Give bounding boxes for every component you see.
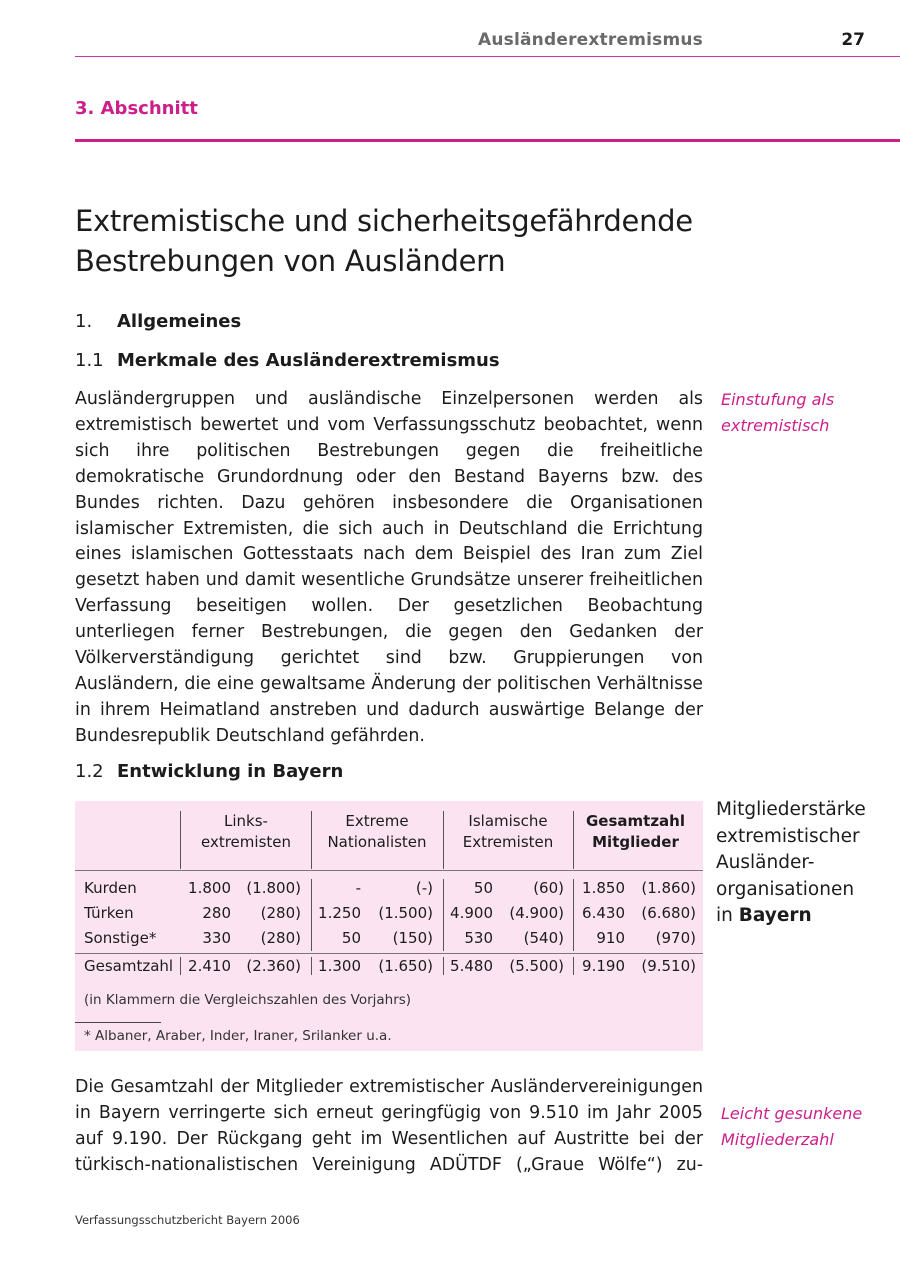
table-cell: (4.900) xyxy=(509,904,564,922)
side-caption-line: Ausländer- xyxy=(716,852,815,873)
table-cell: 50 xyxy=(341,929,361,947)
heading-text: Merkmale des Ausländerextremismus xyxy=(117,350,500,371)
table-cell: (970) xyxy=(655,929,696,947)
col-header-gesamtzahl xyxy=(573,811,698,853)
col-header-islamische xyxy=(443,811,573,853)
column-divider xyxy=(573,811,574,869)
body-paragraph-2: Die Gesamtzahl der Mitglieder extremistischer Ausländervereinigungen in Bayern verringerte sich erneut geringfügig von 9.510 im Jahr 2005 auf 9.190. Der Rückgang geht im Wesentlichen auf Austritte bei der türkisch-nationalistischen Vereinigung ADÜTDF („Graue Wölfe“) zu- xyxy=(75,1077,703,1175)
col-header-line: Links- xyxy=(224,812,268,830)
table-cell: 1.300 xyxy=(318,957,361,975)
table-cell: (1.860) xyxy=(641,879,696,897)
col-header-linksextremisten xyxy=(181,811,311,853)
table-cell: 6.430 xyxy=(582,904,625,922)
table-cell: (280) xyxy=(260,904,301,922)
section-label: 3. Abschnitt xyxy=(75,98,198,119)
heading-text: Allgemeines xyxy=(117,311,242,332)
chapter-title-line2: Bestrebungen von Ausländern xyxy=(75,244,506,278)
table-footnote: * Albaner, Araber, Inder, Iraner, Srilanker u.a. xyxy=(84,1028,392,1044)
table-cell: 1.250 xyxy=(318,904,361,922)
margin-note-line: Einstufung als xyxy=(721,390,835,409)
chapter-title xyxy=(75,201,775,281)
table-cell: 2.410 xyxy=(188,957,231,975)
table-cell: 530 xyxy=(464,929,493,947)
table-cell: 4.900 xyxy=(450,904,493,922)
table-cell: (6.680) xyxy=(641,904,696,922)
total-rule xyxy=(75,953,703,954)
page-footer: Verfassungsschutzbericht Bayern 2006 xyxy=(75,1213,300,1227)
section-divider xyxy=(75,139,900,142)
table-cell: 1.800 xyxy=(188,879,231,897)
heading-merkmale xyxy=(75,350,500,371)
column-divider xyxy=(443,811,444,869)
header-divider xyxy=(75,56,900,57)
col-header-line: Nationalisten xyxy=(327,833,427,851)
row-label: Sonstige* xyxy=(84,929,157,947)
table-cell: (540) xyxy=(523,929,564,947)
table-cell: 5.480 xyxy=(450,957,493,975)
margin-note-line: extremistisch xyxy=(721,415,830,435)
table-cell: - xyxy=(355,879,361,897)
table-cell: (150) xyxy=(392,929,433,947)
side-caption-bold: Bayern xyxy=(738,905,812,926)
row-label: Gesamtzahl xyxy=(84,957,174,975)
column-divider xyxy=(180,811,181,869)
table-cell: (60) xyxy=(533,879,564,897)
page-number: 27 xyxy=(841,30,865,50)
side-caption-line: extremistischer xyxy=(716,825,860,847)
table-cell: 50 xyxy=(473,879,493,897)
heading-number: 1.1 xyxy=(75,350,104,371)
col-header-nationalisten xyxy=(311,811,443,853)
row-label: Kurden xyxy=(84,879,137,897)
col-header-line: Gesamtzahl xyxy=(585,812,685,830)
table-cell: 9.190 xyxy=(582,957,625,975)
margin-note-einstufung xyxy=(721,387,891,439)
heading-entwicklung xyxy=(75,761,343,782)
header-rule xyxy=(75,870,703,871)
margin-note-line: Mitgliederzahl xyxy=(721,1129,834,1149)
side-caption-prefix: in xyxy=(716,905,733,926)
col-header-line: Mitglieder xyxy=(592,833,679,851)
col-header-line: Extreme xyxy=(345,812,409,830)
table-cell: 330 xyxy=(202,929,231,947)
col-header-line: Extremisten xyxy=(462,833,554,851)
table-cell: (1.500) xyxy=(378,904,433,922)
table-cell: (9.510) xyxy=(641,957,696,975)
table-cell: (-) xyxy=(415,879,433,897)
table-note: (in Klammern die Vergleichszahlen des Vorjahrs) xyxy=(84,992,412,1008)
col-header-line: extremisten xyxy=(201,833,291,851)
table-cell: (2.360) xyxy=(246,957,301,975)
col-header-line: Islamische xyxy=(468,812,548,830)
margin-note-line: Leicht gesunkene xyxy=(721,1104,863,1123)
table-cell: 1.850 xyxy=(582,879,625,897)
side-caption-line xyxy=(716,903,896,930)
chapter-title-line1: Extremistische und sicherheitsgefährdende xyxy=(75,204,693,238)
footnote-rule xyxy=(75,1022,161,1023)
margin-note-mitgliederzahl xyxy=(721,1101,891,1153)
heading-number: 1.2 xyxy=(75,761,104,782)
side-caption-line: organisationen xyxy=(716,878,855,900)
side-caption-line: Mitgliederstärke xyxy=(716,799,866,820)
running-header-title: Ausländerextremismus xyxy=(478,30,703,50)
heading-number: 1. xyxy=(75,311,93,332)
statistics-table xyxy=(75,801,703,1051)
row-label: Türken xyxy=(84,904,134,922)
table-cell: 280 xyxy=(202,904,231,922)
table-cell: (280) xyxy=(260,929,301,947)
heading-text: Entwicklung in Bayern xyxy=(117,761,344,782)
heading-allgemeines xyxy=(75,311,241,332)
table-cell: (1.800) xyxy=(246,879,301,897)
table-cell: (5.500) xyxy=(509,957,564,975)
table-cell: 910 xyxy=(596,929,625,947)
column-divider xyxy=(311,811,312,869)
table-side-caption xyxy=(716,797,896,930)
body-paragraph-1: Ausländergruppen und ausländische Einzelpersonen werden als extremistisch bewertet und vom Verfassungsschutz beobachtet, wenn sich ihre politischen Bestrebungen gegen die freiheitliche demokratische Grundordnung oder den Bestand Bayerns bzw. des Bundes richten. Dazu gehören insbesondere die Organisationen islamischer Extremisten, die sich auch in Deutschland die Errichtung eines islamischen Gottesstaats nach dem Beispiel des Iran zum Ziel gesetzt haben und damit wesentliche Grundsätze unserer freiheitlichen Verfassung beseitigen wollen. Der gesetzlichen Beobachtung unterliegen ferner Bestrebungen, die gegen den Gedanken der Völkerverständigung gerichtet sind bzw. Gruppierungen von Ausländern, die eine gewaltsame Änderung der politischen Verhältnisse in ihrem Heimatland anstreben und dadurch auswärtige Belange der Bundesrepublik Deutschland gefährden. xyxy=(75,389,703,746)
table-cell: (1.650) xyxy=(378,957,433,975)
